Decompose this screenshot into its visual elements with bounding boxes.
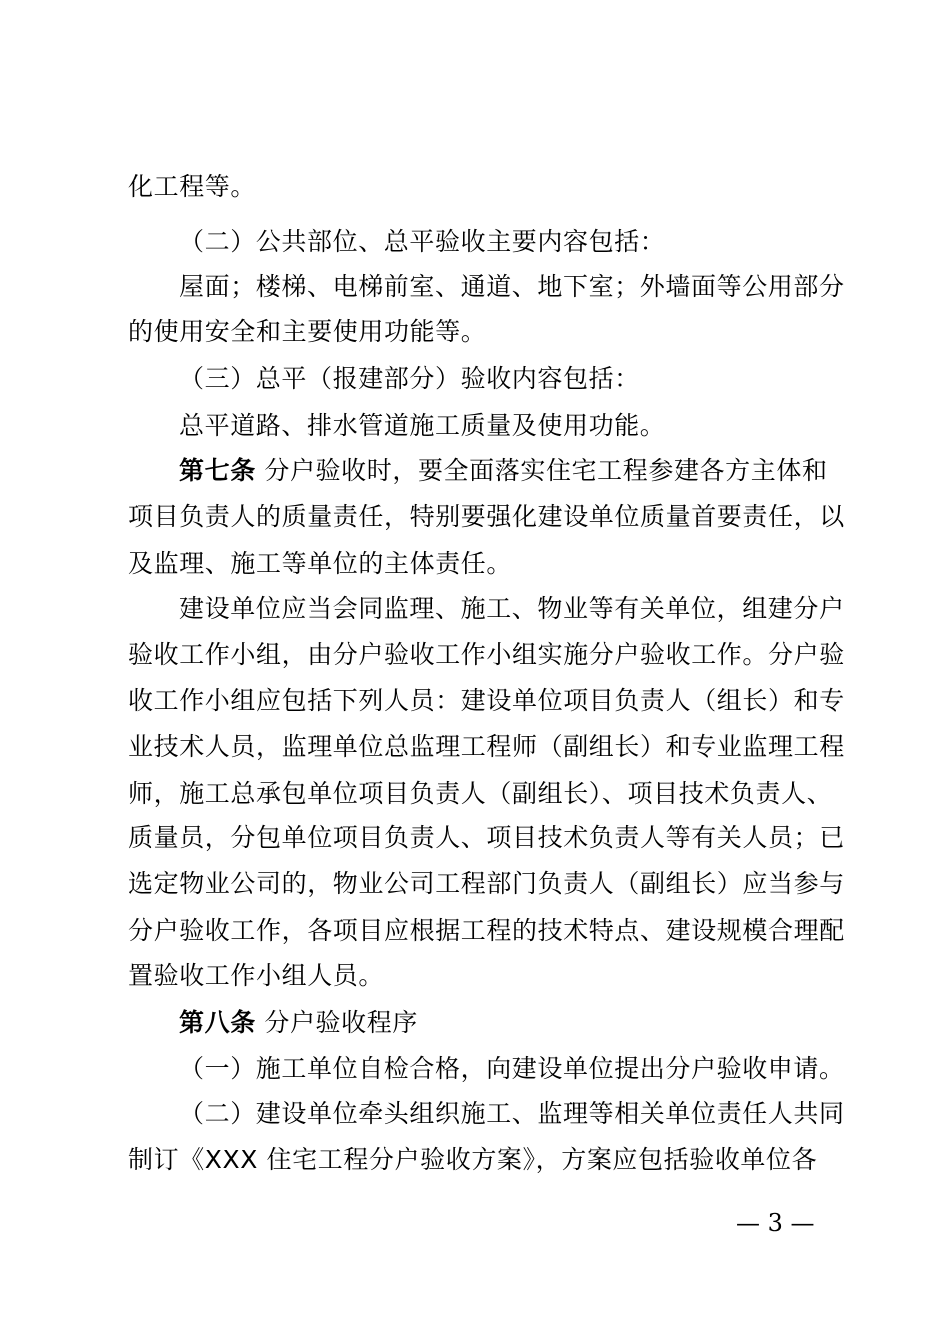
paragraph-line: 师，施工总承包单位项目负责人（副组长）、项目技术负责人、 — [128, 779, 833, 808]
article-8-heading: 第八条 — [179, 1008, 256, 1037]
paragraph-line: 项目负责人的质量责任，特别要强化建设单位质量首要责任，以 — [128, 502, 845, 531]
article-7-text: 分户验收时，要全面落实住宅工程参建各方主体和 — [264, 456, 828, 485]
page-number: — 3 — — [736, 1209, 815, 1237]
paragraph-line: 屋面；楼梯、电梯前室、通道、地下室；外墙面等公用部分 — [179, 272, 845, 301]
paragraph-line: 选定物业公司的，物业公司工程部门负责人（副组长）应当参与 — [128, 869, 845, 898]
paragraph-line: 及监理、施工等单位的主体责任。 — [128, 549, 513, 578]
paragraph-line: 业技术人员，监理单位总监理工程师（副组长）和专业监理工程 — [128, 732, 845, 761]
paragraph-line: 收工作小组应包括下列人员：建设单位项目负责人（组长）和专 — [128, 686, 845, 715]
section-heading-3: （三）总平（报建部分）验收内容包括： — [179, 364, 640, 393]
paragraph-line: （二）建设单位牵头组织施工、监理等相关单位责任人共同 — [179, 1099, 845, 1128]
paragraph-line: 化工程等。 — [128, 172, 257, 201]
paragraph-line: 验收工作小组，由分户验收工作小组实施分户验收工作。分户验 — [128, 640, 845, 669]
section-heading-2: （二）公共部位、总平验收主要内容包括： — [179, 227, 666, 256]
article-8-text: 分户验收程序 — [264, 1008, 418, 1037]
article-7-heading: 第七条 — [179, 456, 256, 485]
paragraph-line: 置验收工作小组人员。 — [128, 961, 385, 990]
article-8-line — [179, 1003, 418, 1043]
paragraph-line: 制订《XXX 住宅工程分户验收方案》，方案应包括验收单位各 — [128, 1145, 818, 1174]
article-7-line — [179, 451, 828, 491]
paragraph-line: 总平道路、排水管道施工质量及使用功能。 — [179, 411, 666, 440]
paragraph-line: 质量员，分包单位项目负责人、项目技术负责人等有关人员；已 — [128, 823, 845, 852]
paragraph-line: 分户验收工作，各项目应根据工程的技术特点、建设规模合理配 — [128, 916, 845, 945]
paragraph-line: 建设单位应当会同监理、施工、物业等有关单位，组建分户 — [179, 594, 845, 623]
paragraph-line: （一）施工单位自检合格，向建设单位提出分户验收申请。 — [179, 1054, 845, 1083]
paragraph-line: 的使用安全和主要使用功能等。 — [128, 317, 487, 346]
